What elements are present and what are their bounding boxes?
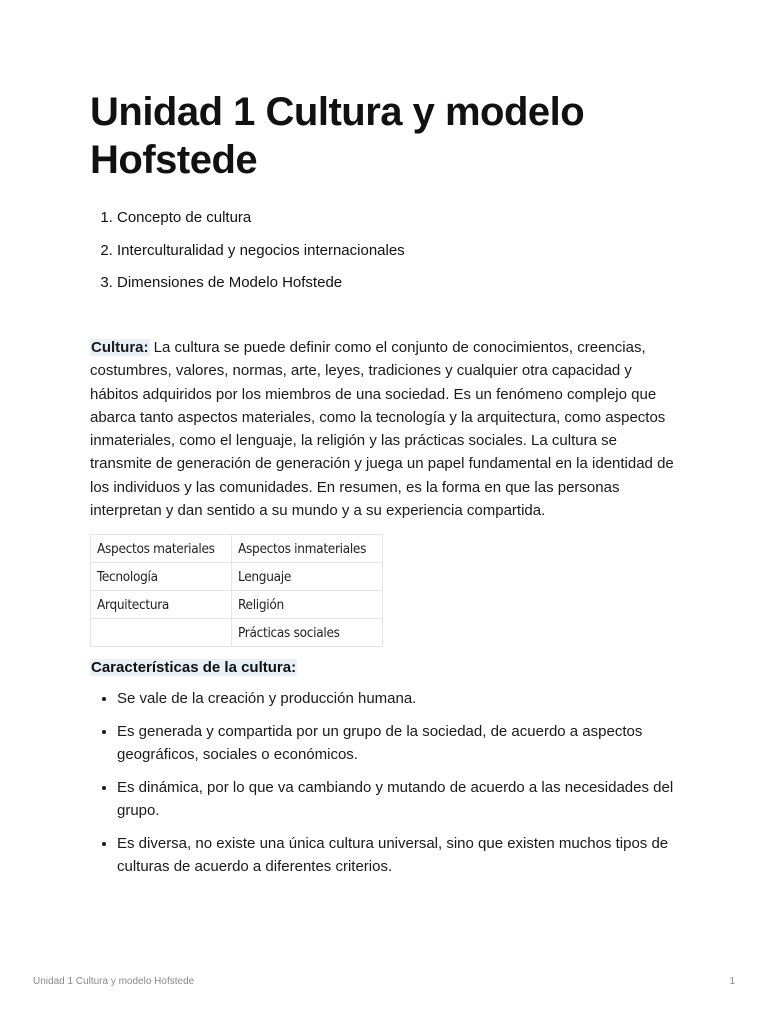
table-cell: Religión — [232, 591, 383, 619]
toc-item: 3. Dimensiones de Modelo Hofstede — [117, 273, 680, 293]
table-cell: Prácticas sociales — [232, 619, 383, 647]
table-row — [91, 619, 383, 647]
list-item: • Es dinámica, por lo que va cambiando y mutando de acuerdo a las necesidades del grupo. — [117, 776, 680, 822]
characteristics-list — [90, 687, 680, 878]
table-cell: Aspectos materiales — [91, 535, 232, 563]
table-row — [91, 535, 383, 563]
toc-item: 1. Concepto de cultura — [117, 208, 680, 228]
culture-text: La cultura se puede definir como el conjunto de conocimientos, creencias, costumbres, valores, normas, arte, leyes, tradiciones y cualquier otra capacidad y hábitos adquiridos por los miembros de una sociedad. Es un fenómeno complejo que abarca tanto aspectos materiales, como la tecnología y la arquitectura, como aspectos inmateriales, como el lenguaje, la religión y las prácticas sociales. La cultura se transmite de generación de generación y juega un papel fundamental en la identidad de los individuos y las comunidades. En resumen, es la forma en que las personas interpretan y dan sentido a su mundo y a su experiencia compartida. — [90, 339, 674, 520]
list-item: • Es generada y compartida por un grupo de la sociedad, de acuerdo a aspectos geográficos, sociales o económicos. — [117, 720, 680, 766]
footer-title: Unidad 1 Cultura y modelo Hofstede — [33, 976, 195, 987]
table-of-contents — [90, 208, 680, 293]
document-page — [90, 88, 680, 888]
table-cell: Tecnología — [91, 563, 232, 591]
characteristics-heading — [90, 657, 680, 679]
table-row — [91, 563, 383, 591]
toc-item: 2. Interculturalidad y negocios internacionales — [117, 241, 680, 261]
table-row — [91, 591, 383, 619]
list-item: • Es diversa, no existe una única cultura universal, sino que existen muchos tipos de culturas de acuerdo a diferentes criterios. — [117, 832, 680, 878]
table-cell — [91, 619, 232, 647]
page-title: Unidad 1 Cultura y modelo Hofstede — [90, 90, 585, 182]
table-cell: Arquitectura — [91, 591, 232, 619]
culture-definition — [90, 336, 680, 522]
list-item: • Se vale de la creación y producción humana. — [117, 687, 680, 710]
page-number: 1 — [729, 976, 735, 987]
culture-label: Cultura: — [91, 339, 149, 356]
aspects-table — [90, 534, 383, 647]
characteristics-heading-text: Características de la cultura: — [91, 659, 297, 677]
table-cell: Aspectos inmateriales — [232, 535, 383, 563]
table-cell: Lenguaje — [232, 563, 383, 591]
